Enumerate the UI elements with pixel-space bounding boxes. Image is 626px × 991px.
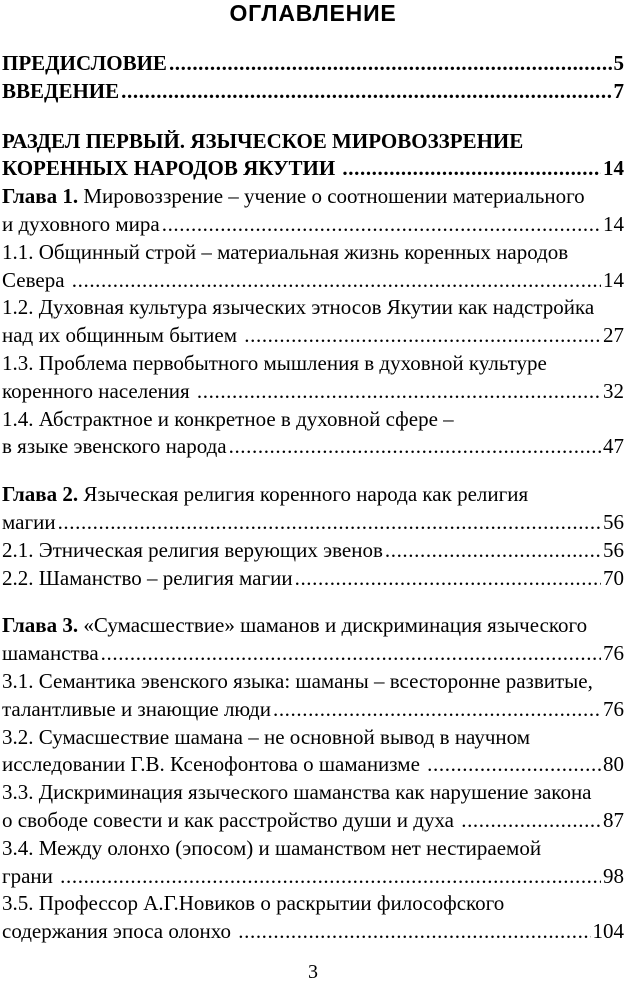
toc-line	[2, 612, 624, 640]
toc-entry-page-number: 7	[613, 78, 624, 103]
dot-leader	[244, 322, 601, 350]
toc-entry	[2, 779, 624, 835]
toc-line	[2, 696, 624, 724]
toc-entry-text: 1.2. Духовная культура языческих этносов Якутии как надстройка	[2, 295, 595, 320]
toc-entry-text: РАЗДЕЛ ПЕРВЫЙ. ЯЗЫЧЕСКОЕ МИРОВОЗЗРЕНИЕ	[2, 128, 524, 153]
toc-entry-text: грани	[2, 863, 59, 888]
toc-entry	[2, 294, 624, 350]
toc-entry-page-number: 5	[613, 51, 624, 75]
toc-entry-text: магии	[2, 509, 56, 534]
toc-entry-page-number: 56	[603, 537, 624, 562]
toc-line	[2, 378, 624, 406]
toc-entry-text: 3.1. Семантика эвенского языка: шаманы – всесторонне развитые,	[2, 668, 593, 693]
toc-entry-text: ПРЕДИСЛОВИЕ	[2, 51, 167, 75]
dot-leader	[229, 433, 601, 461]
toc-line	[2, 807, 624, 835]
dot-leader	[60, 863, 601, 891]
toc-list	[2, 50, 624, 946]
toc-entry-text: и духовного мира	[2, 211, 160, 236]
toc-line	[2, 128, 624, 156]
toc-line	[2, 267, 624, 295]
dot-leader	[72, 267, 601, 295]
toc-line	[2, 155, 624, 183]
toc-entry-text: шаманства	[2, 641, 99, 666]
dot-leader	[162, 211, 601, 239]
toc-entry-page-number: 76	[603, 696, 624, 721]
toc-line	[2, 50, 624, 78]
toc-entry	[2, 612, 624, 668]
toc-entry-page-number: 56	[603, 509, 624, 534]
toc-entry-text: Мировоззрение – учение о соотношении материального	[78, 184, 585, 209]
toc-entry-text: 3.2. Сумасшествие шамана – не основной вывод в научном	[2, 724, 531, 749]
toc-entry	[2, 890, 624, 946]
toc-entry	[2, 565, 624, 593]
toc-line	[2, 322, 624, 350]
dot-leader	[385, 537, 601, 565]
toc-entry	[2, 50, 624, 78]
toc-entry	[2, 183, 624, 239]
toc-entry	[2, 406, 624, 462]
toc-gap	[2, 461, 624, 481]
toc-entry-page-number: 27	[603, 323, 624, 348]
toc-entry-text: 1.3. Проблема первобытного мышления в духовной культуре	[2, 350, 547, 375]
toc-entry-text: 2.2. Шаманство – религия магии	[2, 565, 293, 590]
page-title: ОГЛАВЛЕНИЕ	[229, 0, 397, 26]
toc-line	[2, 481, 624, 509]
toc-entry-prefix: Глава 1.	[2, 184, 79, 209]
toc-entry	[2, 724, 624, 780]
dot-leader	[342, 155, 601, 183]
toc-entry-text: талантливые и знающие люди	[2, 696, 271, 721]
toc-line	[2, 640, 624, 668]
dot-leader	[238, 918, 590, 946]
toc-entry-page-number: 87	[603, 807, 624, 832]
toc-entry-prefix: Глава 3.	[2, 613, 79, 638]
toc-entry-text: КОРЕННЫХ НАРОДОВ ЯКУТИИ	[2, 156, 341, 181]
toc-line	[2, 751, 624, 779]
toc-line	[2, 918, 624, 946]
toc-entry-page-number: 14	[603, 211, 624, 236]
toc-entry-page-number: 70	[603, 565, 624, 590]
toc-entry	[2, 128, 624, 184]
toc-line	[2, 509, 624, 537]
toc-entry-page-number: 104	[592, 919, 624, 944]
toc-line	[2, 835, 624, 863]
dot-leader	[295, 565, 601, 593]
toc-line	[2, 183, 624, 211]
toc-entry-text: коренного населения	[2, 378, 195, 403]
toc-line	[2, 294, 624, 322]
toc-entry	[2, 537, 624, 565]
dot-leader	[197, 378, 601, 406]
toc-entry-text: 1.4. Абстрактное и конкретное в духовной сфере –	[2, 406, 454, 431]
toc-line	[2, 565, 624, 593]
toc-gap	[2, 106, 624, 128]
toc-entry-page-number: 76	[603, 641, 624, 666]
toc-gap	[2, 592, 624, 612]
dot-leader	[121, 78, 611, 106]
dot-leader	[169, 50, 612, 78]
toc-entry-text: содержания эпоса олонхо	[2, 919, 237, 944]
toc-entry-text: «Сумасшествие» шаманов и дискриминация языческого	[78, 613, 588, 638]
toc-line	[2, 724, 624, 752]
toc-line	[2, 433, 624, 461]
toc-entry-page-number: 14	[603, 267, 624, 292]
toc-line	[2, 779, 624, 807]
toc-line	[2, 668, 624, 696]
dot-leader	[273, 696, 601, 724]
toc-entry-text: Севера	[2, 267, 70, 292]
toc-entry	[2, 668, 624, 724]
toc-line	[2, 537, 624, 565]
toc-entry-text: 1.1. Общинный строй – материальная жизнь коренных народов	[2, 239, 569, 264]
toc-entry	[2, 835, 624, 891]
toc-entry-page-number: 98	[603, 863, 624, 888]
toc-entry	[2, 481, 624, 537]
toc-entry-text: над их общинным бытием	[2, 323, 243, 348]
toc-entry-text: о свободе совести и как расстройство души и духа	[2, 807, 460, 832]
toc-line	[2, 350, 624, 378]
toc-entry-text: Языческая религия коренного народа как религия	[78, 482, 529, 507]
toc-entry-page-number: 47	[603, 434, 624, 459]
toc-entry-page-number: 14	[603, 156, 624, 181]
toc-line	[2, 239, 624, 267]
toc-entry	[2, 350, 624, 406]
toc-entry-text: 3.3. Дискриминация языческого шаманства как нарушение закона	[2, 780, 592, 805]
dot-leader	[101, 640, 601, 668]
toc-line	[2, 78, 624, 106]
dot-leader	[58, 509, 601, 537]
toc-line	[2, 890, 624, 918]
toc-entry-page-number: 80	[603, 752, 624, 777]
toc-entry	[2, 239, 624, 295]
toc-entry	[2, 78, 624, 106]
toc-entry-text: ВВЕДЕНИЕ	[2, 78, 120, 103]
toc-entry-text: 3.4. Между олонхо (эпосом) и шаманством нет нестираемой	[2, 835, 542, 860]
toc-line	[2, 406, 624, 434]
toc-line	[2, 863, 624, 891]
toc-entry-page-number: 32	[603, 378, 624, 403]
footer-page-number: 3	[308, 961, 318, 983]
toc-entry-text: 2.1. Этническая религия верующих эвенов	[2, 537, 383, 562]
dot-leader	[427, 751, 601, 779]
toc-entry-prefix: Глава 2.	[2, 482, 79, 507]
dot-leader	[461, 807, 601, 835]
toc-entry-text: в языке эвенского народа	[2, 434, 227, 459]
toc-entry-text: 3.5. Профессор А.Г.Новиков о раскрытии философского	[2, 891, 505, 916]
toc-line	[2, 211, 624, 239]
toc-entry-text: исследовании Г.В. Ксенофонтова о шаманизме	[2, 752, 426, 777]
